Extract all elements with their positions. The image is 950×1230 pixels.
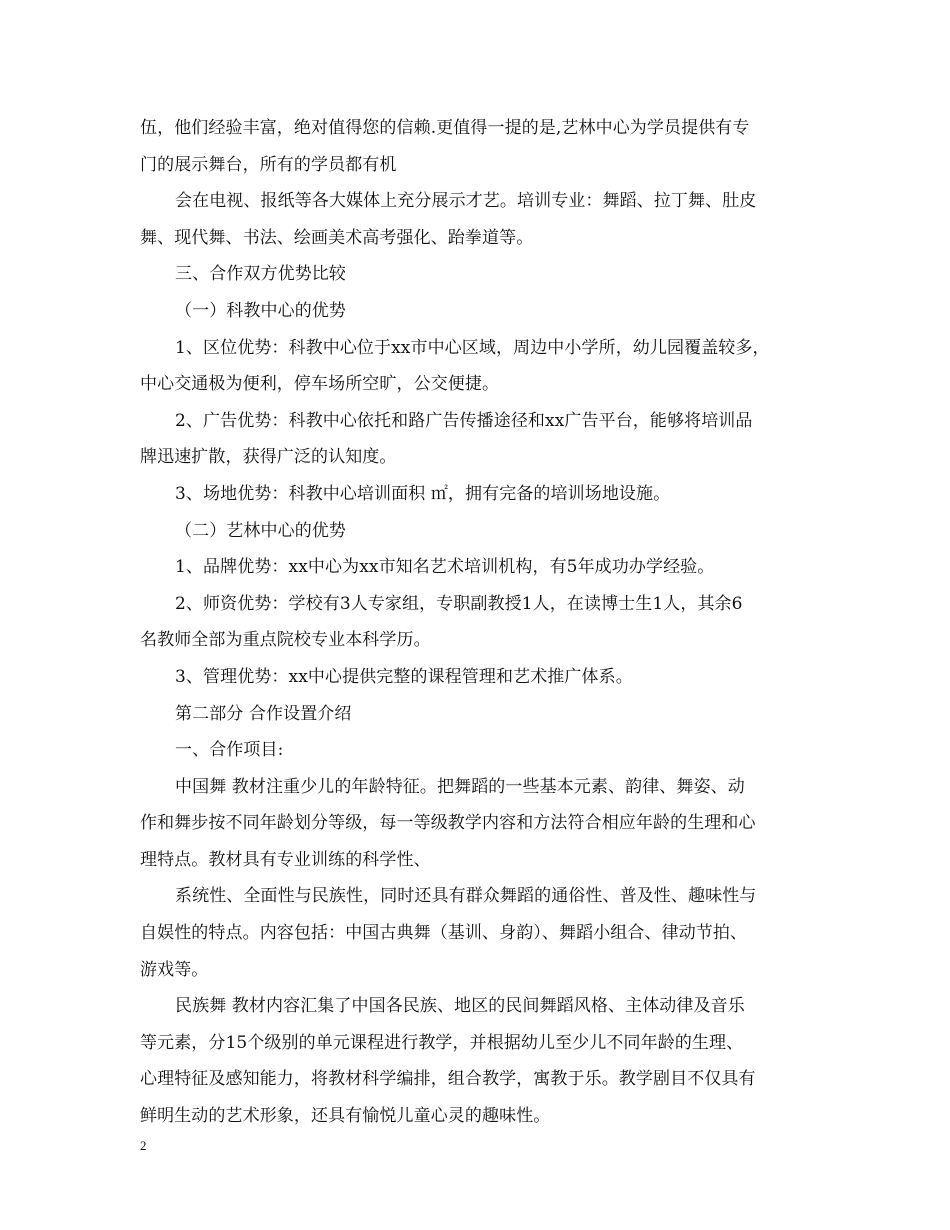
text-line: 会在电视、报纸等各大媒体上充分展示才艺。培训专业：舞蹈、拉丁舞、肚皮 [175, 191, 757, 212]
text-line: 三、合作双方优势比较 [175, 264, 346, 285]
text-line: 自娱性的特点。内容包括：中国古典舞（基训、身韵）、舞蹈小组合、律动节拍、 [140, 923, 748, 944]
page-number: 2 [140, 1138, 147, 1153]
text-line: 2、广告优势：科教中心依托和路广告传播途径和xx广告平台，能够将培训品 [175, 410, 753, 431]
text-line: （二）艺林中心的优势 [175, 520, 346, 541]
document-body [140, 110, 830, 1135]
text-line: 民族舞 教材内容汇集了中国各民族、地区的民间舞蹈风格、主体动律及音乐 [175, 996, 745, 1017]
text-line: 伍，他们经验丰富，绝对值得您的信赖.更值得一提的是,艺林中心为学员提供有专 [140, 118, 750, 138]
text-line: 游戏等。 [140, 959, 209, 980]
text-line: 系统性、全面性与民族性，同时还具有群众舞蹈的通俗性、普及性、趣味性与 [175, 886, 757, 907]
text-line: 3、管理优势：xx中心提供完整的课程管理和艺术推广体系。 [175, 666, 633, 687]
text-line: 名教师全部为重点院校专业本科学历。 [140, 630, 431, 651]
text-line: 中国舞 教材注重少儿的年龄特征。把舞蹈的一些基本元素、韵律、舞姿、动 [175, 776, 745, 797]
text-line: 理特点。教材具有专业训练的科学性、 [140, 849, 431, 870]
text-line: 中心交通极为便利，停车场所空旷，公交便捷。 [140, 374, 500, 395]
text-line: 心理特征及感知能力，将教材科学编排，组合教学，寓教于乐。教学剧目不仅具有 [140, 1069, 756, 1090]
text-line: 一、合作项目: [175, 740, 284, 761]
text-line: （一）科教中心的优势 [175, 300, 346, 321]
text-line: 牌迅速扩散，获得广泛的认知度。 [140, 447, 397, 468]
text-line: 3、场地优势：科教中心培训面积 ㎡，拥有完备的培训场地设施。 [175, 483, 671, 504]
text-line: 作和舞步按不同年龄划分等级，每一等级教学内容和方法符合相应年龄的生理和心 [140, 813, 756, 834]
text-line: 门的展示舞台，所有的学员都有机 [140, 154, 397, 175]
text-line: 2、师资优势：学校有3人专家组，专职副教授1人，在读博士生1人，其余6 [175, 593, 743, 614]
text-line: 鲜明生动的艺术形象，还具有愉悦儿童心灵的趣味性。 [140, 1106, 551, 1127]
text-line: 第二部分 合作设置介绍 [175, 703, 352, 724]
text-line: 1、品牌优势：xx中心为xx市知名艺术培训机构，有5年成功办学经验。 [175, 557, 715, 578]
text-line: 舞、现代舞、书法、绘画美术高考强化、跆拳道等。 [140, 227, 534, 248]
text-line: 1、区位优势：科教中心位于xx市中心区域，周边中小学所，幼儿园覆盖较多， [175, 337, 770, 358]
text-line: 等元素，分15个级别的单元课程进行教学，并根据幼儿至少儿不同年龄的生理、 [140, 1032, 744, 1053]
